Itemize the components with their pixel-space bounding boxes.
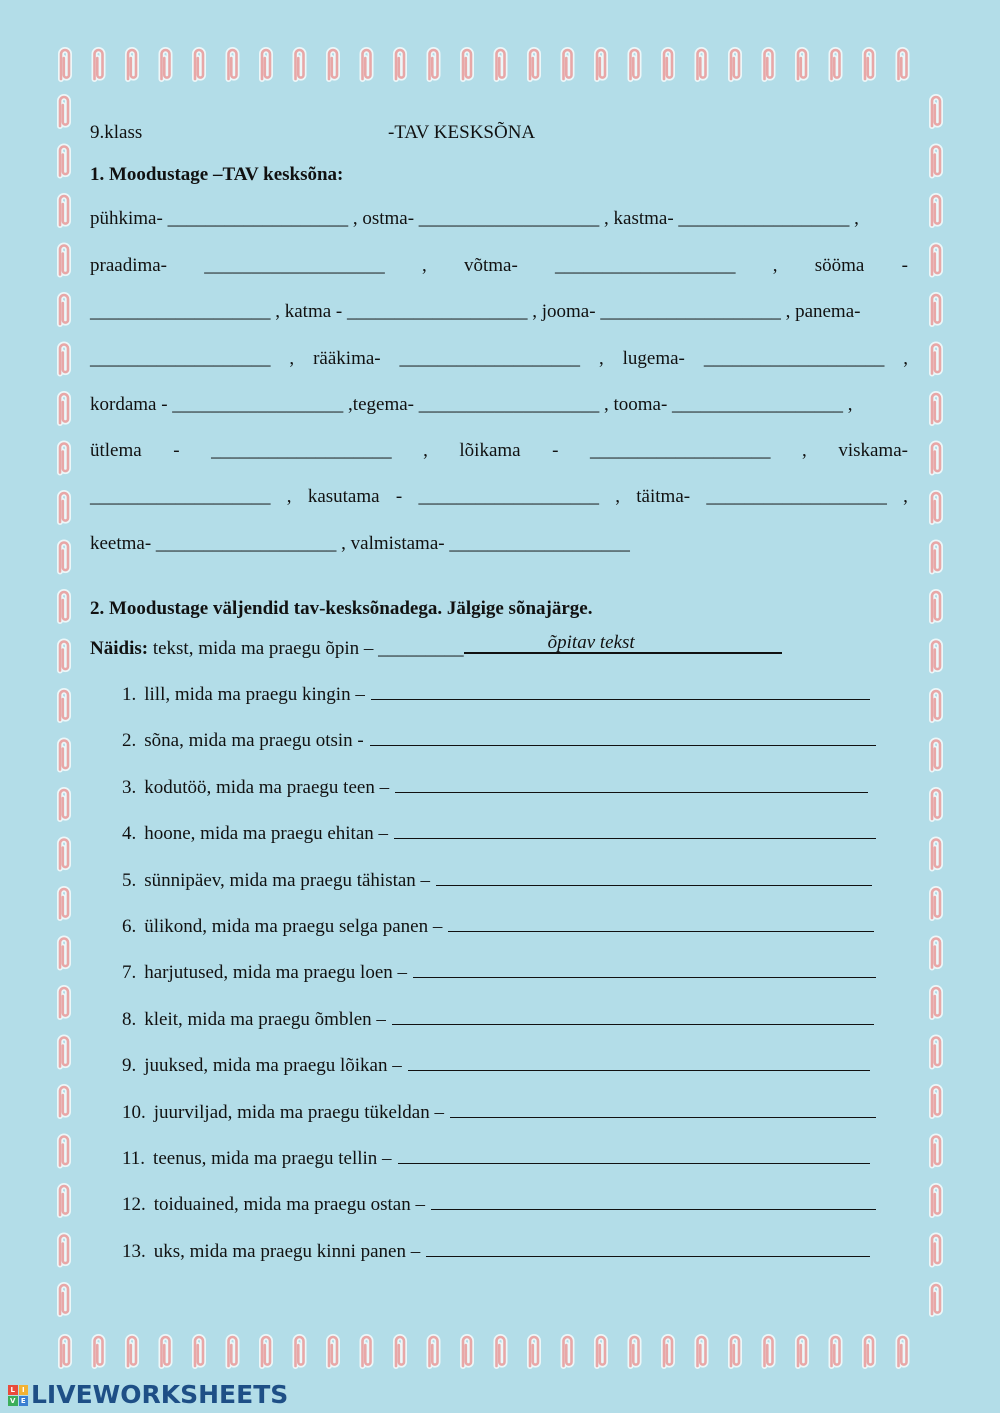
paperclip-icon [765, 1337, 773, 1366]
paperclip-icon [497, 1337, 505, 1366]
task1-token: täitma- [636, 486, 691, 507]
paperclip-icon [932, 543, 940, 572]
paperclip-icon [60, 147, 68, 176]
task1-token: , [903, 486, 908, 507]
paperclip-icon [60, 295, 68, 324]
task1-row [90, 208, 908, 230]
task1-token: ___________________ [590, 440, 771, 461]
paperclip-icon [430, 1337, 438, 1366]
list-item [122, 1148, 870, 1170]
paperclip-icon [60, 691, 68, 720]
task1-token: ___________________ [703, 348, 885, 369]
item-number: 12. [122, 1194, 146, 1216]
answer-line[interactable] [450, 1103, 876, 1118]
paperclip-icon [932, 1137, 940, 1166]
paperclip-icon [932, 1038, 940, 1067]
answer-line[interactable] [395, 778, 868, 793]
task1-token: lõikama [459, 440, 521, 461]
paperclip-icon [564, 1337, 572, 1366]
worksheet [90, 118, 910, 1262]
paperclip-icon [932, 493, 940, 522]
item-number: 7. [122, 962, 137, 984]
task1-token: , [286, 486, 292, 507]
task1-token: , [289, 348, 295, 369]
paperclip-icon [60, 493, 68, 522]
task1-row [90, 255, 908, 277]
item-number: 2. [122, 730, 137, 752]
paperclip-icon [229, 1337, 237, 1366]
answer-line[interactable] [426, 1242, 870, 1257]
item-text: juuksed, mida ma praegu lõikan – [144, 1055, 402, 1077]
item-text: teenus, mida ma praegu tellin – [153, 1148, 392, 1169]
example-text: tekst, mida ma praegu õpin – _________ [148, 638, 464, 659]
paperclip-icon [463, 1337, 471, 1366]
task1-token: võtma- [463, 255, 518, 276]
paperclip-icon [262, 1337, 270, 1366]
paperclip-icon [932, 444, 940, 473]
task1-token: ___________________ [204, 255, 385, 276]
task1-token: ___________________ [555, 255, 736, 276]
task1-token: sööma [814, 255, 865, 276]
paperclip-icon [60, 790, 68, 819]
paperclip-icon [60, 394, 68, 423]
task1-token: ___________________ [211, 440, 392, 461]
item-number: 10. [122, 1101, 146, 1123]
example-line [90, 634, 782, 660]
paperclip-icon [731, 50, 739, 79]
answer-line[interactable] [413, 963, 876, 978]
paperclip-icon [932, 1186, 940, 1215]
item-number: 13. [122, 1240, 146, 1262]
paperclip-icon [631, 1337, 639, 1366]
item-number: 4. [122, 823, 137, 845]
task1-token: ___________________ [399, 348, 581, 369]
paperclip-icon [832, 50, 840, 79]
item-text: harjutused, mida ma praegu loen – [144, 962, 408, 984]
list-item [122, 870, 872, 892]
item-number: 6. [122, 916, 137, 937]
paperclip-icon [932, 642, 940, 671]
item-text: uks, mida ma praegu kinni panen – [153, 1240, 421, 1262]
list-item [122, 1102, 876, 1124]
paperclip-icon [60, 97, 68, 126]
task1-token: kordama - __________________ ,tegema- ___________________ , tooma- __________________ , [90, 394, 853, 415]
paperclip-icon [396, 50, 404, 79]
item-text: kleit, mida ma praegu õmblen – [144, 1008, 386, 1030]
item-number: 8. [122, 1008, 137, 1030]
paperclip-icon [664, 50, 672, 79]
paperclip-icon [60, 345, 68, 374]
grade-label: 9.klass [90, 122, 143, 143]
task1-token: ___________________ [418, 486, 599, 507]
paperclip-icon [329, 50, 337, 79]
list-item [122, 823, 876, 845]
task1-token: , [423, 440, 428, 461]
paperclip-icon [597, 50, 605, 79]
paperclip-icon [329, 1337, 337, 1366]
paperclip-icon [60, 1186, 68, 1215]
answer-line[interactable] [436, 871, 872, 886]
task2-heading: 2. Moodustage väljendid tav-kesksõnadega. Jälgige sõnajärge. [90, 598, 593, 619]
task1-token: lugema- [622, 348, 685, 369]
paperclip-icon [60, 741, 68, 770]
paperclip-icon [296, 50, 304, 79]
task1-heading: 1. Moodustage –TAV kesksõna: [90, 164, 344, 185]
paperclip-icon [396, 1337, 404, 1366]
task1-token: , [598, 348, 604, 369]
worksheet-header [90, 118, 910, 148]
paperclip-icon [631, 50, 639, 79]
item-text: lill, mida ma praegu kingin – [144, 684, 365, 705]
paperclip-icon [932, 345, 940, 374]
item-text: juurviljad, mida ma praegu tükeldan – [153, 1101, 444, 1123]
paperclip-icon [865, 1337, 873, 1366]
logo-mark-icon: L I V E [8, 1385, 28, 1405]
paperclip-icon [530, 1337, 538, 1366]
task1-token: - [173, 440, 180, 461]
paperclip-icon [60, 246, 68, 275]
paperclip-icon [363, 50, 371, 79]
paperclip-icon [363, 1337, 371, 1366]
task1-token: , [615, 486, 620, 507]
paperclip-icon [162, 50, 170, 79]
paperclip-icon [899, 1337, 907, 1366]
task1-token: ___________________ [90, 348, 271, 369]
paperclip-icon [61, 1337, 69, 1366]
brand-name: LIVEWORKSHEETS [31, 1380, 289, 1409]
task1-token: rääkima- [313, 348, 381, 369]
task1-token: ___________________ [90, 486, 271, 507]
paperclip-icon [932, 988, 940, 1017]
task1-token: kasutama [307, 486, 380, 507]
example-answer: õpitav tekst [547, 632, 635, 653]
item-text: kodutöö, mida ma praegu teen – [144, 776, 390, 798]
paperclip-icon [932, 1087, 940, 1116]
paperclip-icon [597, 1337, 605, 1366]
paperclip-icon [195, 50, 203, 79]
list-item [122, 730, 876, 752]
paperclip-icon [60, 444, 68, 473]
list-item [122, 684, 870, 706]
paperclip-icon [765, 50, 773, 79]
paperclip-icon [932, 1285, 940, 1314]
paperclip-icon [899, 50, 907, 79]
answer-line[interactable] [398, 1149, 870, 1164]
paperclip-icon [932, 394, 940, 423]
list-item [122, 1055, 870, 1077]
paperclip-icon [698, 50, 706, 79]
paperclip-icon [932, 691, 940, 720]
paperclip-icon [60, 1038, 68, 1067]
item-number: 11. [122, 1148, 146, 1169]
task1-token: ___________________ [706, 486, 887, 507]
item-number: 3. [122, 776, 137, 798]
list-item [122, 777, 868, 799]
task1-row [90, 440, 908, 462]
paperclip-icon [60, 196, 68, 225]
paperclip-icon [60, 1087, 68, 1116]
example-label: Näidis: [90, 638, 149, 659]
paperclip-icon [664, 1337, 672, 1366]
list-item [122, 916, 874, 938]
task1-row [90, 486, 908, 508]
task1-token: praadima- [90, 255, 168, 276]
answer-line[interactable] [392, 1010, 874, 1025]
paperclip-icon [731, 1337, 739, 1366]
task1-token: - [552, 440, 559, 461]
answer-line[interactable] [370, 731, 876, 746]
paperclip-icon [798, 50, 806, 79]
item-number: 9. [122, 1055, 137, 1077]
worksheet-title: -TAV KESKSÕNA [388, 122, 536, 143]
paperclip-icon [128, 1337, 136, 1366]
item-text: sõna, mida ma praegu otsin - [144, 730, 364, 752]
paperclip-icon [60, 1236, 68, 1265]
paperclip-icon [195, 1337, 203, 1366]
paperclip-icon [60, 592, 68, 621]
paperclip-icon [60, 642, 68, 671]
paperclip-icon [932, 939, 940, 968]
paperclip-icon [60, 543, 68, 572]
task1-row [90, 533, 908, 555]
paperclip-icon [932, 246, 940, 275]
paperclip-icon [698, 1337, 706, 1366]
paperclip-icon [932, 741, 940, 770]
liveworksheets-logo [8, 1380, 288, 1409]
paperclip-icon [497, 50, 505, 79]
answer-line[interactable] [371, 685, 870, 700]
task1-token: , [772, 255, 778, 276]
task1-token: - [395, 486, 403, 507]
answer-line[interactable] [408, 1056, 870, 1071]
task1-row [90, 301, 908, 323]
task1-token: ütlema [90, 440, 142, 461]
answer-line[interactable] [394, 824, 876, 839]
list-item [122, 1194, 876, 1216]
task1-token: , [802, 440, 807, 461]
paperclip-icon [530, 50, 538, 79]
item-text: sünnipäev, mida ma praegu tähistan – [144, 869, 431, 891]
paperclip-icon [60, 1285, 68, 1314]
paperclip-icon [262, 50, 270, 79]
paperclip-icon [128, 50, 136, 79]
task1-token: ___________________ , katma - ___________________ , jooma- ___________________ , panema- [90, 301, 861, 322]
list-item [122, 962, 876, 984]
paperclip-icon [932, 790, 940, 819]
paperclip-icon [463, 50, 471, 79]
item-number: 5. [122, 869, 137, 891]
paperclip-icon [865, 50, 873, 79]
example-answer-line [464, 634, 782, 654]
task1-token: , [421, 255, 427, 276]
paperclip-icon [932, 147, 940, 176]
item-text: toiduained, mida ma praegu ostan – [153, 1194, 425, 1216]
paperclip-icon [932, 889, 940, 918]
task1-token: keetma- ___________________ , valmistama- ___________________ [90, 533, 630, 554]
paperclip-icon [932, 1236, 940, 1265]
list-item [122, 1241, 870, 1263]
paperclip-icon [60, 988, 68, 1017]
list-item [122, 1009, 874, 1031]
paperclip-icon [95, 50, 103, 79]
paperclip-icon [60, 1137, 68, 1166]
paperclip-icon [564, 50, 572, 79]
task1-row [90, 394, 908, 416]
paperclip-icon [60, 939, 68, 968]
paperclip-icon [229, 50, 237, 79]
answer-line[interactable] [431, 1195, 876, 1210]
task1-row [90, 348, 908, 370]
paperclip-icon [60, 840, 68, 869]
paperclip-icon [932, 97, 940, 126]
task1-token: - [901, 255, 908, 276]
paperclip-icon [932, 196, 940, 225]
paperclip-icon [932, 295, 940, 324]
paperclip-icon [296, 1337, 304, 1366]
task1-token: , [903, 348, 908, 369]
paperclip-icon [932, 592, 940, 621]
item-number: 1. [122, 684, 137, 705]
paperclip-icon [95, 1337, 103, 1366]
paperclip-icon [430, 50, 438, 79]
task1-token: pühkima- ___________________ , ostma- ___________________ , kastma- __________________ , [90, 208, 859, 229]
paperclip-icon [162, 1337, 170, 1366]
paperclip-icon [832, 1337, 840, 1366]
paperclip-icon [932, 840, 940, 869]
paperclip-icon [60, 889, 68, 918]
paperclip-icon [61, 50, 69, 79]
answer-line[interactable] [448, 917, 874, 932]
item-text: ülikond, mida ma praegu selga panen – [144, 916, 443, 937]
task1-token: viskama- [838, 440, 908, 461]
item-text: hoone, mida ma praegu ehitan – [144, 823, 389, 845]
paperclip-icon [798, 1337, 806, 1366]
